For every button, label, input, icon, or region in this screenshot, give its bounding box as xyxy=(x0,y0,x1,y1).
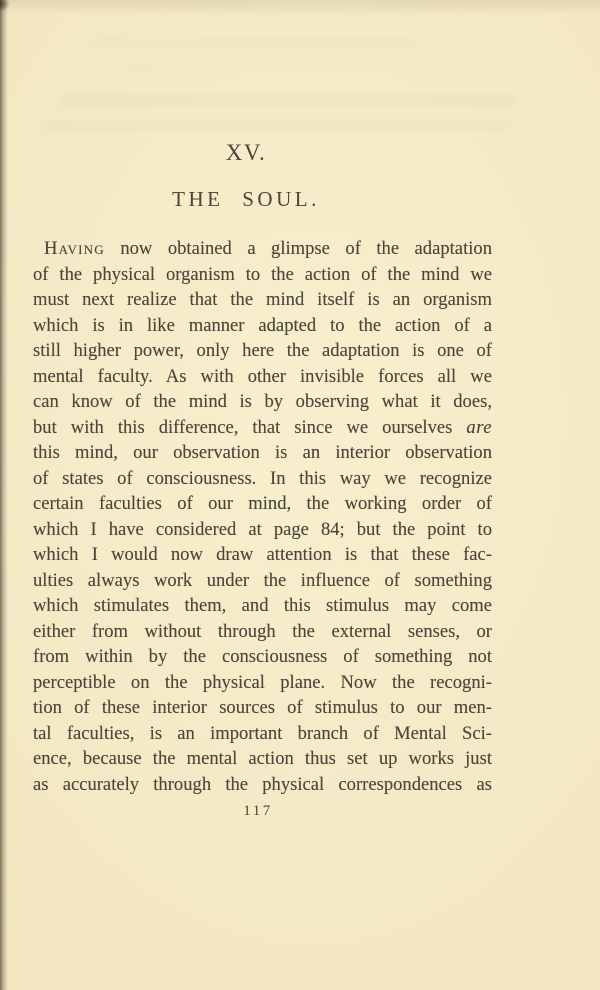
text-line: perceptible on the physical plane. Now the recogni- xyxy=(33,671,492,693)
text-line: but with this difference, that since we ourselves are xyxy=(33,416,492,438)
scan-corner-speck xyxy=(0,0,10,12)
scan-left-edge xyxy=(0,0,8,990)
bleed-through-smudge xyxy=(40,120,510,131)
chapter-number: XV. xyxy=(225,140,267,165)
page-title: THE SOUL. xyxy=(172,187,320,211)
bleed-through-smudge xyxy=(120,62,380,70)
text-line: either from without through the external senses, or xyxy=(33,620,492,642)
text-line: of states of consciousness. In this way we recognize xyxy=(33,467,492,489)
body-text xyxy=(33,236,492,797)
text-line: which I would now draw attention is that these fac- xyxy=(33,544,492,565)
bleed-through-smudge xyxy=(92,38,422,47)
text-line: tion of these interior sources of stimulus to our men- xyxy=(33,697,492,718)
text-line: must next realize that the mind itself is an organism xyxy=(33,289,492,310)
text-line: tal faculties, is an important branch of Mental Sci- xyxy=(33,722,492,744)
text-line: this mind, our observation is an interior observation xyxy=(33,442,492,463)
text-line: certain faculties of our mind, the working order of xyxy=(33,493,492,514)
page-number: 117 xyxy=(243,803,273,819)
bleed-through-smudge xyxy=(58,95,518,106)
text-line: which stimulates them, and this stimulus may come xyxy=(33,595,492,616)
text-line: ence, because the mental action thus set up works just xyxy=(33,748,492,769)
text-line: as accurately through the physical correspondences as xyxy=(33,773,492,795)
text-line: ulties always work under the influence of something xyxy=(33,569,492,591)
scan-top-shading xyxy=(0,0,600,16)
text-line: mental faculty. As with other invisible forces all we xyxy=(33,365,492,387)
text-line: still higher power, only here the adaptation is one of xyxy=(33,340,492,361)
text-line: from within by the consciousness of something not xyxy=(33,646,492,667)
text-line: Having now obtained a glimpse of the adaptation xyxy=(44,238,492,259)
text-line: which is in like manner adapted to the action of a xyxy=(33,314,492,336)
text-line: of the physical organism to the action of the mind we xyxy=(33,263,492,285)
text-line: can know of the mind is by observing what it does, xyxy=(33,391,492,412)
text-line: which I have considered at page 84; but the point to xyxy=(33,518,492,540)
